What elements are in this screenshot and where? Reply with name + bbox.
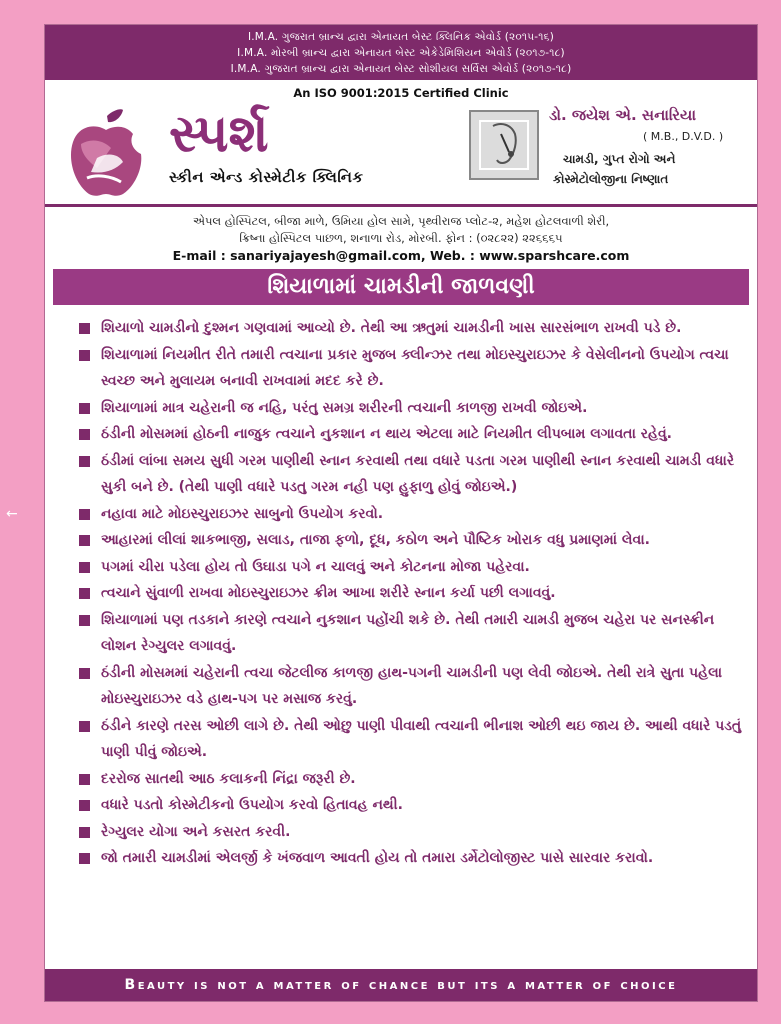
list-item: ઠંડીની મોસમમાં ચહેરાની ત્વચા જેટલીજ કાળજી હાથ-પગની ચામડીની પણ લેવી જોઇએ. તેથી રાત્રે સુતા પહેલા મોઇસ્ચુરાઇઝર વડે હાથ-પગ પર મસાજ કરવું. [45,660,757,713]
bullet-icon [79,323,90,334]
iso-certification: An ISO 9001:2015 Certified Clinic [293,86,509,100]
bullet-icon [79,668,90,679]
bullet-icon [79,350,90,361]
doctor-specialty: કોસ્મેટોલોજીના નિષ્ણાત [553,172,669,186]
doctor-emblem-icon [469,110,539,180]
bullet-icon [79,456,90,467]
list-item: ત્વચાને સુંવાળી રાખવા મોઇસ્ચુરાઇઝર ક્રીમ આખા શરીરે સ્નાન કર્યા પછી લગાવવું. [45,580,757,607]
list-item: શિયાળામાં પણ તડકાને કારણે ત્વચાને નુકશાન પહોંચી શકે છે. તેથી તમારી ચામડી મુજબ ચહેરા પર સનસ્ક્રીન લોશન રેગ્યુલર લગાવવું. [45,607,757,660]
bullet-icon [79,800,90,811]
list-item: આહારમાં લીલાં શાકભાજી, સલાડ, તાજા ફળો, દૂધ, કઠોળ અને પૌષ્ટિક ખોરાક વધુ પ્રમાણમાં લેવા. [45,527,757,554]
award-line: I.M.A. મોરબી બ્રાન્ચ દ્વારા એનાયત બેસ્ટ એકેડેમિશિયન એવોર્ડ (૨૦૧૭-૧૮) [237,47,565,59]
list-item: પગમાં ચીરા પડેલા હોય તો ઉઘાડા પગે ન ચાલવું અને કોટનના મોજા પહેરવા. [45,554,757,581]
page-title: શિયાળામાં ચામડીની જાળવણી [53,269,749,305]
clinic-address [45,207,757,265]
bullet-icon [79,562,90,573]
brand-name: સ્પર્શ [169,104,269,164]
list-item: દરરોજ સાતથી આઠ કલાકની નિંદ્રા જરૂરી છે. [45,766,757,793]
bullet-icon [79,615,90,626]
list-item: શિયાળો ચામડીનો દુશ્મન ગણવામાં આવ્યો છે. તેથી આ ઋતુમાં ચામડીની ખાસ સારસંભાળ રાખવી પડે છે. [45,315,757,342]
apple-logo-icon [67,108,145,198]
award-line: I.M.A. ગુજરાત બ્રાન્ચ દ્વારા એનાયત બેસ્ટ ક્લિનિક એવોર્ડ (૨૦૧૫-૧૬) [247,31,555,43]
brand-header [45,102,757,204]
list-item: ઠંડીમાં લાંબા સમય સુધી ગરમ પાણીથી સ્નાન કરવાથી તથા વધારે પડતા ગરમ પાણીથી સ્નાન કરવાથી ચામડી વધારે સુકી બને છે. (તેથી પાણી વધારે પડતુ ગરમ નહી પણ હુફાળુ હોવું જોઇએ.) [45,448,757,501]
bullet-icon [79,535,90,546]
award-line: I.M.A. ગુજરાત બ્રાન્ચ દ્વારા એનાયત બેસ્ટ સોશીયલ સર્વિસ એવોર્ડ (૨૦૧૭-૧૮) [230,63,572,75]
doctor-name: ડો. જયેશ એ. સનારિયા [549,106,697,124]
tips-list [45,315,757,872]
list-item: ઠંડીને કારણે તરસ ઓછી લાગે છે. તેથી ઓછુ પાણી પીવાથી ત્વચાની ભીનાશ ઓછી થઇ જાય છે. આથી વધારે પડતું પાણી પીવું જોઇએ. [45,713,757,766]
contact-info: E-mail : sanariyajayesh@gmail.com, Web. : www.sparshcare.com [172,248,630,263]
list-item: શિયાળામાં નિયમીત રીતે તમારી ત્વચાના પ્રકાર મુજબ ક્લીન્ઝર તથા મોઇસ્ચુરાઇઝર કે વેસેલીનનો ઉપયોગ ત્વચા સ્વચ્છ અને મુલાયમ બનાવી રાખવામાં મદદ કરે છે. [45,342,757,395]
list-item: ઠંડીની મોસમમાં હોઠની નાજુક ત્વચાને નુકશાન ન થાય એટલા માટે નિયમીત લીપબામ લગાવતા રહેવું. [45,421,757,448]
bullet-icon [79,509,90,520]
list-item: વધારે પડતો કોસ્મેટીકનો ઉપયોગ કરવો હિતાવહ નથી. [45,792,757,819]
list-item: શિયાળામાં માત્ર ચહેરાની જ નહિ, પરંતુ સમગ્ર શરીરની ત્વચાની કાળજી રાખવી જોઇએ. [45,395,757,422]
awards-banner [45,25,757,80]
doctor-specialty: ચામડી, ગુપ્ત રોગો અને [563,152,676,166]
footer-slogan: Beauty is not a matter of chance but its a matter of choice [45,969,757,1001]
list-item: નહાવા માટે મોઇસ્ચુરાઇઝર સાબુનો ઉપયોગ કરવો. [45,501,757,528]
bullet-icon [79,774,90,785]
brand-subtitle: સ્કીન એન્ડ કોસ્મેટીક ક્લિનિક [169,168,364,186]
bullet-icon [79,853,90,864]
bullet-icon [79,588,90,599]
bullet-icon [79,721,90,732]
bullet-icon [79,403,90,414]
list-item: રેગ્યુલર યોગા અને કસરત કરવી. [45,819,757,846]
doctor-degree: ( M.B., D.V.D. ) [643,130,724,143]
address-line: એપલ હોસ્પિટલ, બીજા માળે, ઉમિયા હોલ સામે, પૃથ્વીરાજ પ્લોટ-૨, મહેશ હોટલવાળી શેરી, [192,214,610,228]
list-item: જો તમારી ચામડીમાં એલર્જી કે ખંજવાળ આવતી હોય તો તમારા ડર્મેટોલોજીસ્ટ પાસે સારવાર કરાવો. [45,845,757,872]
poster [45,25,757,1001]
bullet-icon [79,827,90,838]
left-arrow-icon: ← [6,506,18,522]
address-line: ક્રિષ્ના હોસ્પિટલ પાછળ, શનાળા રોડ, મોરબી. ફોન : (૦૨૮૨૨) ૨૨૬૬૬૫ [239,231,563,245]
bullet-icon [79,429,90,440]
